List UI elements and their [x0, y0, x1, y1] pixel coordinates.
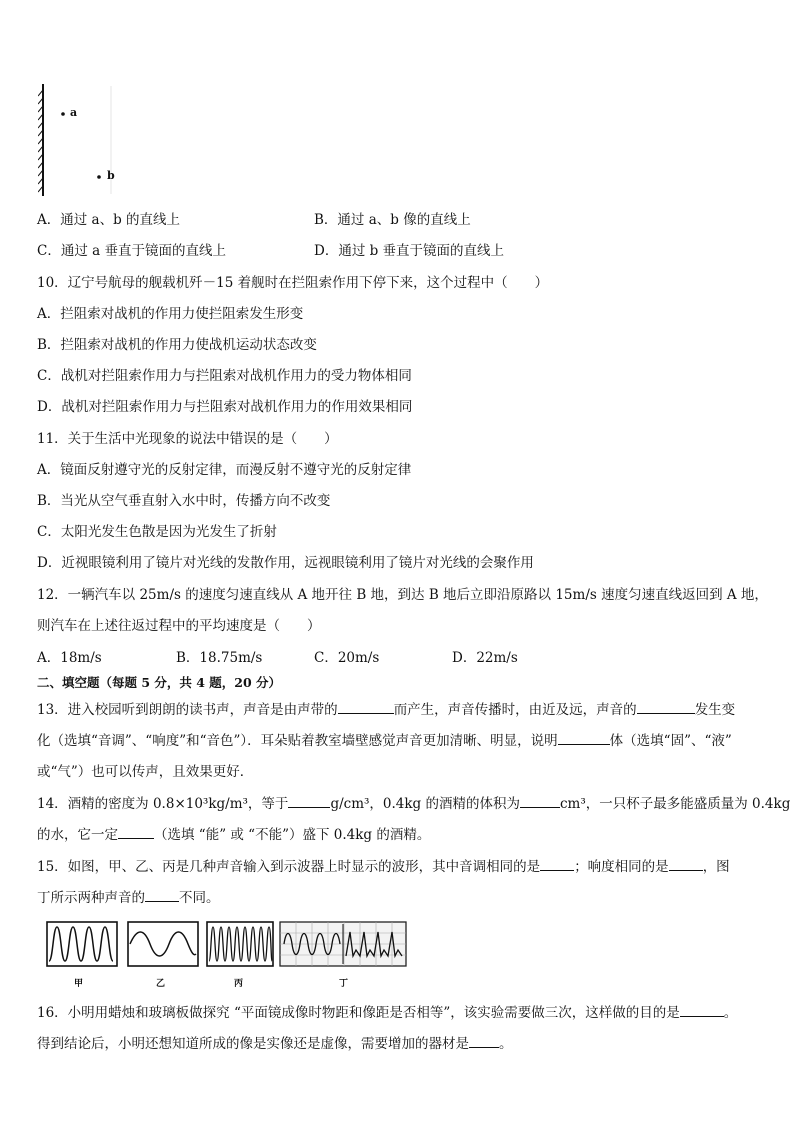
q10-option-c: C．战机对拦阻索作用力与拦阻索对战机作用力的受力物体相同: [37, 368, 412, 384]
q16-text-2: 。: [723, 1005, 738, 1021]
q14-blank-2[interactable]: [520, 795, 560, 808]
q9-option-b: B．通过 a、b 像的直线上: [314, 212, 471, 228]
q15-blank-1[interactable]: [540, 858, 574, 871]
q14-text-2: g/cm³，0.4kg 的酒精的体积为: [330, 796, 520, 812]
q14-text-1: 14．酒精的密度为 0.8×10³kg/m³，等于: [37, 796, 289, 812]
section-2-heading: 二、填空题（每题 5 分，共 4 题，20 分）: [37, 675, 282, 690]
q11-option-d: D．近视眼镜利用了镜片对光线的发散作用，远视眼镜利用了镜片对光线的会聚作用: [37, 555, 534, 571]
q16-text-3: 得到结论后，小明还想知道所成的像是实像还是虚像，需要增加的器材是: [37, 1036, 469, 1052]
wave-label-bing: 丙: [234, 979, 244, 989]
wave-label-yi: 乙: [156, 979, 166, 989]
q13-blank-1[interactable]: [338, 701, 394, 714]
point-b-label: b: [107, 169, 115, 182]
wave-label-jia: 甲: [74, 979, 84, 989]
point-a-label: a: [70, 106, 78, 119]
waveform-svg: [44, 918, 414, 988]
q14-text-4: 的水，它一定: [37, 827, 118, 843]
q11-option-a: A．镜面反射遵守光的反射定律，而漫反射不遵守光的反射定律: [37, 462, 412, 478]
q11-option-b: B．当光从空气垂直射入水中时，传播方向不改变: [37, 493, 331, 509]
q10-option-b: B．拦阻索对战机的作用力使战机运动状态改变: [37, 337, 317, 353]
q9-option-c: C．通过 a 垂直于镜面的直线上: [37, 243, 226, 259]
q15-text-4: 丁所示两种声音的: [37, 890, 145, 906]
q10-option-d: D．战机对拦阻索作用力与拦阻索对战机作用力的作用效果相同: [37, 399, 413, 415]
q13-text-2: 而产生，声音传播时，由近及远，声音的: [393, 702, 637, 718]
q15-blank-3[interactable]: [145, 889, 179, 902]
q15-text-1: 15．如图，甲、乙、丙是几种声音输入到示波器上时显示的波形，其中音调相同的是: [37, 859, 541, 875]
q16-text-1: 16．小明用蜡烛和玻璃板做探究 “平面镜成像时物距和像距是否相等”，该实验需要做三次，这样做的目的是: [37, 1005, 680, 1021]
q16-text-4: 。: [499, 1036, 513, 1052]
q14-text-3: cm³，一只杯子最多能盛质量为 0.4kg: [559, 796, 791, 812]
wave-label-ding: 丁: [339, 979, 349, 989]
point-b: [97, 175, 101, 179]
mirror-diagram: [38, 82, 148, 200]
q13-text-5: 体（选填“固”、“液”: [609, 733, 732, 749]
q15-text-5: 不同。: [179, 890, 220, 906]
q13-blank-2[interactable]: [637, 701, 695, 714]
q16-blank-1[interactable]: [680, 1004, 724, 1017]
q9-option-a: A．通过 a、b 的直线上: [37, 212, 181, 228]
q13-blank-3[interactable]: [558, 732, 610, 745]
q15-text-3: ，图: [702, 859, 730, 875]
q12-option-b: B．18.75m/s: [176, 650, 263, 666]
q10-stem: 10．辽宁号航母的舰载机歼－15 着舰时在拦阻索作用下停下来，这个过程中（ ）: [37, 275, 549, 291]
q13-text-3: 发生变: [694, 702, 736, 718]
q12-stem-line2: 则汽车在上述往返过程中的平均速度是（ ）: [37, 618, 321, 634]
q9-option-d: D．通过 b 垂直于镜面的直线上: [314, 243, 505, 259]
q13-line1: [37, 698, 735, 718]
waveform-figure: [44, 918, 414, 988]
q16-blank-2[interactable]: [469, 1035, 499, 1048]
mirror-figure: [38, 82, 148, 200]
q11-stem: 11．关于生活中光现象的说法中错误的是（ ）: [37, 431, 338, 447]
q12-option-d: D．22m/s: [452, 650, 518, 666]
q13-text-1: 13．进入校园听到朗朗的读书声，声音是由声带的: [37, 702, 338, 718]
point-a: [61, 112, 65, 116]
q14-blank-1[interactable]: [288, 795, 330, 808]
q15-line2: [37, 886, 220, 906]
q15-line1: [37, 855, 730, 875]
q13-line3: 或“气”）也可以传声，且效果更好．: [37, 764, 254, 780]
q14-text-5: （选填 “能” 或 “不能”）盛下 0.4kg 的酒精。: [154, 827, 431, 843]
q13-text-4: 化（选填“音调”、“响度”和“音色”）．耳朵贴着教室墙壁感觉声音更加清晰、明显，说明: [37, 733, 558, 749]
q12-option-a: A．18m/s: [37, 650, 102, 666]
q14-line2: [37, 823, 430, 843]
q12-option-c: C．20m/s: [314, 650, 380, 666]
q14-blank-3[interactable]: [118, 826, 154, 839]
q12-stem-line1: 12．一辆汽车以 25m/s 的速度匀速直线从 A 地开往 B 地，到达 B 地后立即沿原路以 15m/s 速度匀速直线返回到 A 地，: [37, 587, 768, 603]
q16-line2: [37, 1032, 513, 1052]
q15-blank-2[interactable]: [669, 858, 703, 871]
q13-line2: [37, 729, 732, 749]
q15-text-2: ；响度相同的是: [574, 859, 669, 875]
q16-line1: [37, 1001, 737, 1021]
q14-line1: [37, 792, 790, 812]
q10-option-a: A．拦阻索对战机的作用力使拦阻索发生形变: [37, 306, 304, 322]
q11-option-c: C．太阳光发生色散是因为光发生了折射: [37, 524, 277, 540]
